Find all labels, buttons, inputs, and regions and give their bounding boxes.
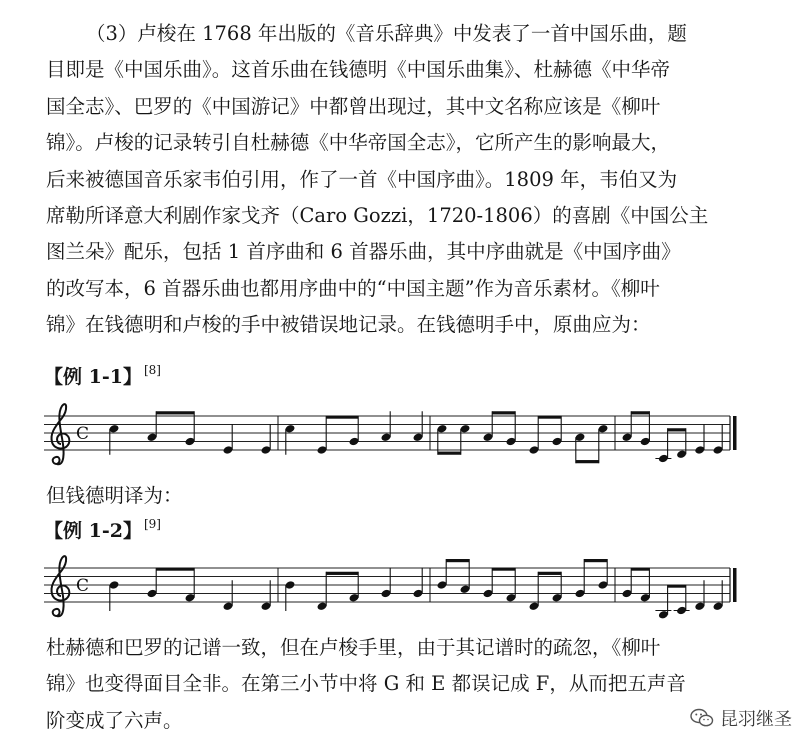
- music-staff-example-1: [40, 394, 740, 476]
- text-line: 锦》也变得面目全非。在第三小节中将 G 和 E 都误记成 F，从而把五声音: [46, 672, 686, 696]
- watermark-text: 昆羽继圣: [720, 709, 792, 730]
- final-bar-line: [733, 416, 737, 450]
- text-line: 锦》。卢梭的记录转引自杜赫德《中华帝国全志》，它所产生的影响最大，: [46, 131, 671, 155]
- time-signature: C: [76, 424, 90, 444]
- example-1-label: [44, 362, 161, 389]
- example-1-reference: [8]: [143, 363, 161, 377]
- transition-text: 但钱德明译为：: [46, 484, 183, 507]
- note-beam: [631, 411, 649, 414]
- final-bar-line: [733, 568, 737, 602]
- note-beam: [631, 568, 649, 571]
- text-line: 目即是《中国乐曲》。这首乐曲在钱德明《中国乐曲集》、杜赫德《中华帝: [46, 58, 671, 82]
- note-beam: [326, 416, 358, 419]
- text-line: 国全志》、巴罗的《中国游记》中都曾出现过，其中文名称应该是《柳叶: [46, 94, 661, 118]
- note-beam: [446, 559, 469, 562]
- time-signature: C: [76, 576, 90, 596]
- note-beam: [538, 572, 561, 575]
- example-2-label-text: 【例 1-2】: [44, 520, 142, 542]
- text-line: 的改写本，6 首器乐曲也都用序曲中的“中国主题”作为音乐素材。《柳叶: [46, 276, 660, 300]
- text-line: 席勒所译意大利剧作家戈齐（Caro Gozzi，1720-1806）的喜剧《中国公主: [46, 204, 709, 228]
- text-line: 后来被德国音乐家韦伯引用，作了一首《中国序曲》。1809 年，韦伯又为: [46, 167, 678, 191]
- note-beam: [156, 411, 194, 414]
- text-line: （3）卢梭在 1768 年出版的《音乐辞典》中发表了一首中国乐曲，题: [86, 22, 687, 45]
- note-beam: [584, 559, 607, 562]
- note-beam: [492, 411, 515, 414]
- note-beam: [438, 452, 461, 455]
- watermark: [690, 705, 792, 731]
- note-beam: [326, 572, 358, 575]
- paragraph-conclusion: [46, 630, 782, 739]
- text-line: 杜赫德和巴罗的记谱一致，但在卢梭手里，由于其记谱时的疏忽，《柳叶: [46, 636, 661, 659]
- text-line: 阶变成了六声。: [46, 708, 183, 732]
- treble-clef-icon: [51, 404, 69, 464]
- treble-clef-icon: [51, 556, 69, 616]
- text-line: 锦》在钱德明和卢梭的手中被错误地记录。在钱德明手中，原曲应为：: [46, 313, 651, 337]
- note-beam: [156, 568, 194, 571]
- text-line: 图兰朵》配乐，包括 1 首序曲和 6 首器乐曲，其中序曲就是《中国序曲》: [46, 240, 681, 264]
- example-1-label-text: 【例 1-1】: [44, 366, 142, 388]
- note-beam: [668, 428, 686, 431]
- example-2-reference: [9]: [143, 517, 161, 531]
- wechat-icon: [690, 708, 714, 728]
- note-beam: [576, 460, 599, 463]
- note-beam: [538, 416, 561, 419]
- music-staff-example-2: [40, 546, 740, 628]
- staff-notation-1: [40, 394, 740, 476]
- staff-notation-2: [40, 546, 740, 628]
- paragraph-intro: [46, 16, 782, 344]
- note-beam: [492, 568, 515, 571]
- example-2-label: [44, 516, 161, 543]
- note-beam: [668, 585, 686, 588]
